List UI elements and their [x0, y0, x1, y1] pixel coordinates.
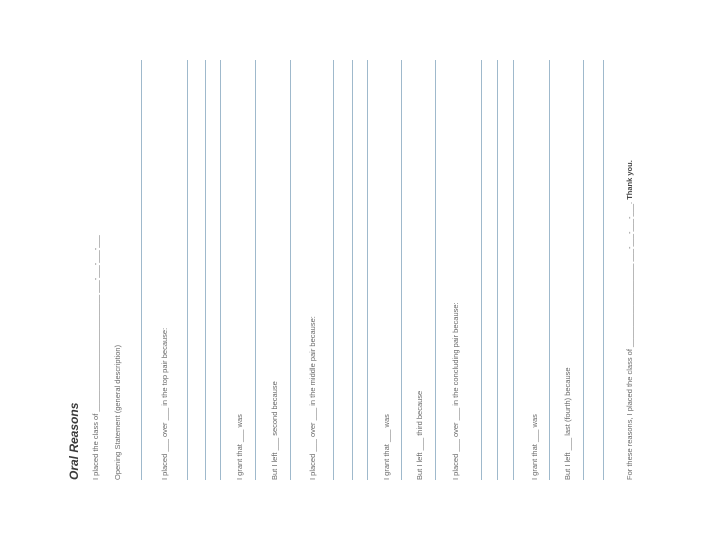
writing-line [367, 60, 368, 480]
writing-line [205, 60, 206, 480]
writing-line [481, 60, 482, 480]
placing-line: I placed the class of ____________________________ ___-___-___-___ [91, 235, 100, 480]
writing-line [497, 60, 498, 480]
closing-statement [625, 160, 635, 480]
writing-line [435, 60, 436, 480]
middle-pair-line: I placed ___ over ___ in the middle pair because: [308, 316, 317, 480]
writing-line [549, 60, 550, 480]
thank-you-text: Thank you. [625, 160, 634, 200]
writing-line [401, 60, 402, 480]
closing-statement-text: For these reasons, I placed the class of ____________________ ___-___-___-___. [625, 201, 634, 480]
writing-line [352, 60, 353, 480]
second-line: But I left ___ second because [270, 381, 279, 480]
grant-line-concluding: I grant that ___ was [530, 414, 539, 480]
writing-line [187, 60, 188, 480]
writing-line [290, 60, 291, 480]
concluding-pair-line: I placed ___ over ___ in the concluding pair because: [451, 302, 460, 480]
writing-line [583, 60, 584, 480]
writing-line [141, 60, 142, 480]
last-line: But I left ___ last (fourth) because [563, 367, 572, 480]
third-line: But I left ___ third because [415, 390, 424, 480]
grant-line-top: I grant that ___ was [235, 414, 244, 480]
page-title: Oral Reasons [67, 402, 81, 480]
writing-line [220, 60, 221, 480]
oral-reasons-worksheet [65, 60, 665, 480]
writing-line [513, 60, 514, 480]
grant-line-middle: I grant that ___ was [382, 414, 391, 480]
writing-line [603, 60, 604, 480]
writing-line [333, 60, 334, 480]
opening-statement-label: Opening Statement (general description) [113, 344, 122, 480]
writing-line [255, 60, 256, 480]
top-pair-line: I placed ___ over ___ in the top pair because: [160, 327, 169, 480]
